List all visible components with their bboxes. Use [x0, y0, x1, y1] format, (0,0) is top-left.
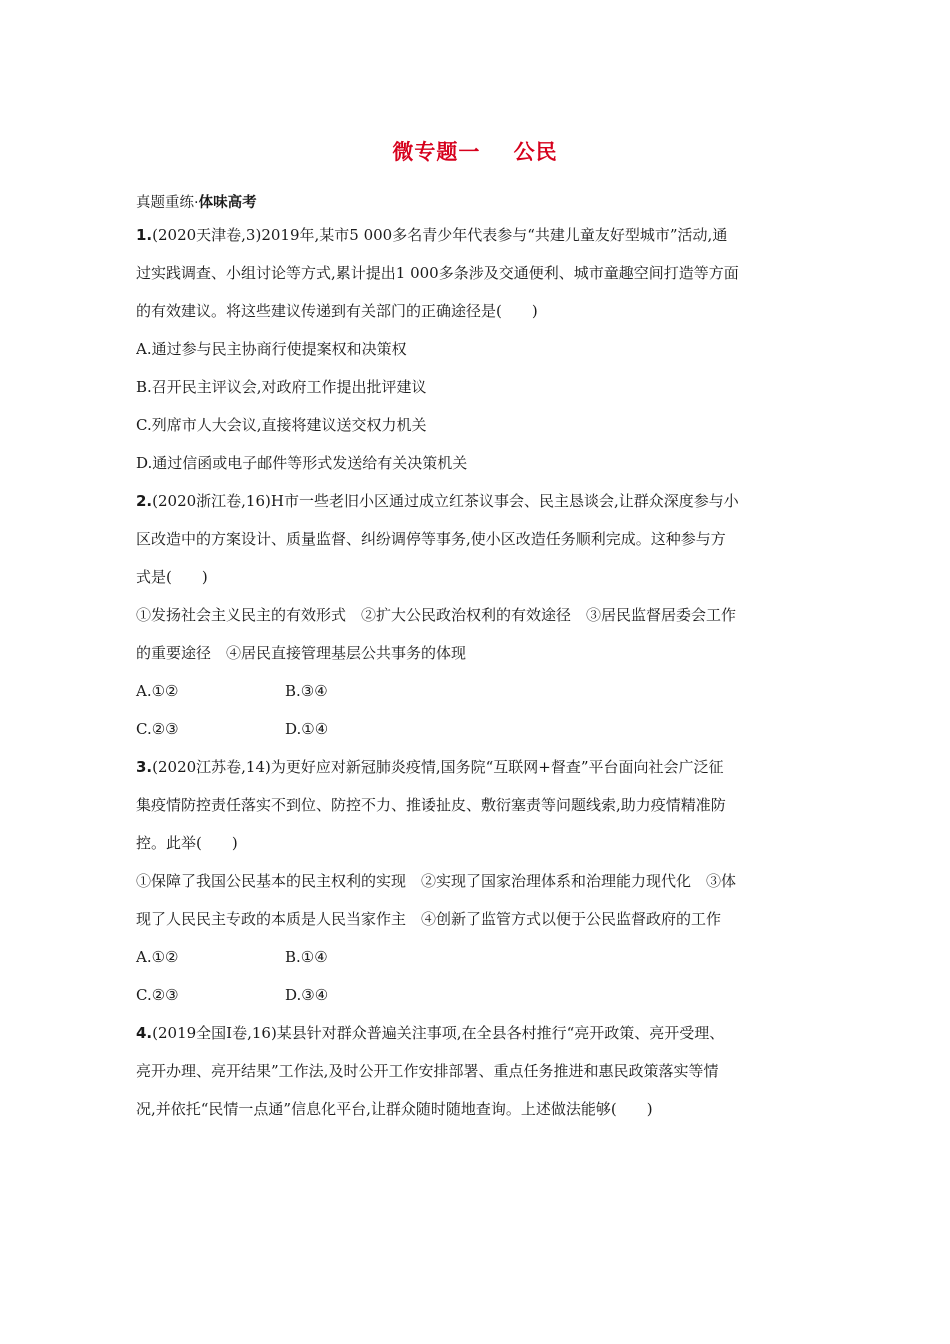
question-3-line-3: 控。此举( )	[136, 834, 238, 852]
question-2-options-row-1	[136, 680, 816, 702]
question-2-option-c: C.②③	[136, 720, 179, 738]
question-4-line-3: 况,并依托“民情一点通”信息化平台,让群众随时随地查询。上述做法能够( )	[136, 1100, 653, 1118]
question-1-line-2: 过实践调查、小组讨论等方式,累计提出1 000多条涉及交通便利、城市童趣空间打造等方面	[136, 264, 739, 282]
question-3-statement-2: 现了人民民主专政的本质是人民当家作主 ④创新了监管方式以便于公民监督政府的工作	[136, 910, 722, 928]
section-label-bold: 体味高考	[198, 195, 257, 211]
question-3-option-b: B.①④	[285, 948, 328, 966]
question-number: 2.	[136, 492, 153, 510]
question-text: (2020江苏卷,14)为更好应对新冠肺炎疫情,国务院“互联网+督查”平台面向社会广泛征	[152, 758, 724, 776]
question-3-statement-1: ①保障了我国公民基本的民主权利的实现 ②实现了国家治理体系和治理能力现代化 ③体	[136, 872, 737, 890]
question-1-line-1	[136, 224, 816, 246]
question-text: (2020天津卷,3)2019年,某市5 000多名青少年代表参与“共建儿童友好型城市”活动,通	[152, 226, 728, 244]
question-3-options-row-1	[136, 946, 816, 968]
question-1-line-3: 的有效建议。将这些建议传递到有关部门的正确途径是( )	[136, 302, 538, 320]
question-2-line-3: 式是( )	[136, 568, 208, 586]
question-1-option-d: D.通过信函或电子邮件等形式发送给有关决策机关	[136, 454, 468, 472]
question-3-option-a: A.①②	[136, 948, 179, 966]
question-1-option-c: C.列席市人大会议,直接将建议送交权力机关	[136, 416, 427, 434]
question-text: (2020浙江卷,16)H市一些老旧小区通过成立红茶议事会、民主恳谈会,让群众深度参与小	[152, 492, 739, 510]
question-number: 4.	[136, 1024, 153, 1042]
question-number: 3.	[136, 758, 153, 776]
question-3-line-1	[136, 756, 816, 778]
question-number: 1.	[136, 226, 153, 244]
question-2-option-a: A.①②	[136, 682, 179, 700]
question-4	[136, 1022, 816, 1120]
question-1	[136, 224, 816, 474]
section-label	[136, 191, 257, 212]
question-4-line-2: 亮开办理、亮开结果”工作法,及时公开工作安排部署、重点任务推进和惠民政策落实等情	[136, 1062, 719, 1080]
question-2-options-row-2	[136, 718, 816, 740]
section-label-prefix: 真题重练·	[136, 195, 199, 211]
question-2-line-2: 区改造中的方案设计、质量监督、纠纷调停等事务,使小区改造任务顺利完成。这种参与方	[136, 530, 726, 548]
question-2-statement-2: 的重要途径 ④居民直接管理基层公共事务的体现	[136, 644, 467, 662]
question-3-line-2: 集疫情防控责任落实不到位、防控不力、推诿扯皮、敷衍塞责等问题线索,助力疫情精准防	[136, 796, 726, 814]
question-3-options-row-2	[136, 984, 816, 1006]
question-3-option-c: C.②③	[136, 986, 179, 1004]
page-title: 微专题一 公民	[392, 140, 558, 164]
question-2-line-1	[136, 490, 816, 512]
question-1-option-a: A.通过参与民主协商行使提案权和决策权	[136, 340, 407, 358]
question-text: (2019全国Ⅰ卷,16)某县针对群众普遍关注事项,在全县各村推行“亮开政策、亮开受理、	[152, 1024, 725, 1042]
question-2-option-d: D.①④	[285, 720, 329, 738]
question-3-option-d: D.③④	[285, 986, 329, 1004]
question-1-option-b: B.召开民主评议会,对政府工作提出批评建议	[136, 378, 427, 396]
question-2-statement-1: ①发扬社会主义民主的有效形式 ②扩大公民政治权利的有效途径 ③居民监督居委会工作	[136, 606, 737, 624]
question-list	[136, 224, 816, 1136]
question-2	[136, 490, 816, 740]
question-4-line-1	[136, 1022, 816, 1044]
question-2-option-b: B.③④	[285, 682, 328, 700]
question-3	[136, 756, 816, 1006]
